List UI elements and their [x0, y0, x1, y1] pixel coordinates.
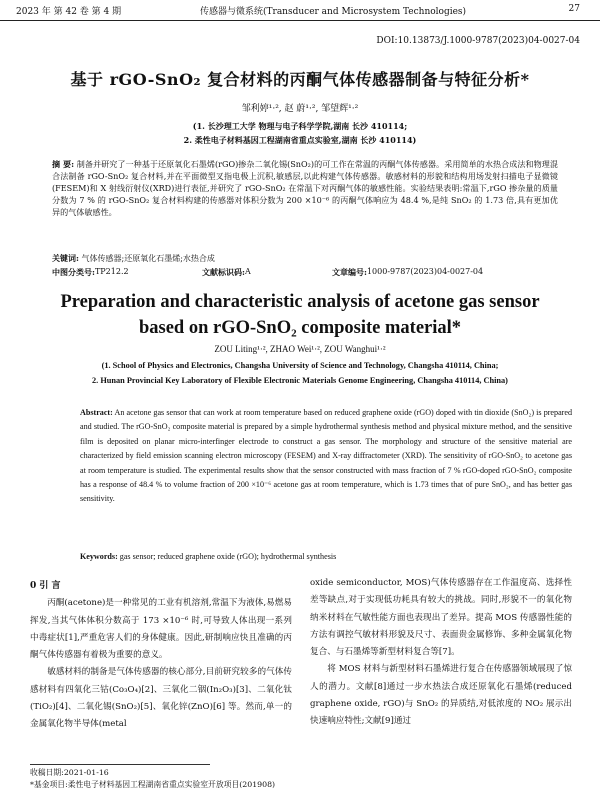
en-keywords-label: Keywords:	[80, 552, 118, 561]
clc-label: 中图分类号:	[52, 267, 95, 277]
footnote-rule	[30, 764, 210, 765]
en-keywords-text: gas sensor; reduced graphene oxide (rGO); hydrothermal synthesis	[119, 552, 337, 561]
en-abstract-text: An acetone gas sensor that can work at room temperature based on reduced graphene oxide (rGO) doped with tin dioxide (SnO₂) is prepared and studied. The rGO-SnO₂ composite material is prepared by a simple hydrothermal synthesis method and physical mixture method, and the sensitive film is deposited on planar micro-interfinger electrode to construct a gas sensor. The morphology and structure of the sensitive material are characterized by field emission scanning electron microscopy (FESEM) and X-ray diffractometer (XRD). The sensitivity of rGO-SnO₂ to acetone gas at room temperature is studied. The experimental results show that the sensor constructed with mass fraction of 7 % rGO-doped rGO-SnO₂ composite has a response of 48.4 % to volume fraction of 200 ×10⁻⁶ acetone gas at room temperature, which is 1.73 times that of pure SnO₂, and has better gas sensitivity.	[80, 408, 573, 504]
body-paragraph: 将 MOS 材料与新型材料石墨烯进行复合在传感器领域展现了惊人的潜力。文献[8]通过一步水热法合成还原氧化石墨烯(reduced graphene oxide, rGO)与 SnO₂ 的异质结,对低浓度的 NO₂ 展示出快速响应特性;文献[9]通过	[310, 664, 572, 727]
body-paragraph: 丙酮(acetone)是一种常见的工业有机溶剂,常温下为液体,易燃易挥发,当其气体体积分数高于 173 ×10⁻⁶ 时,可导致人体出现一系列中毒症状[1],严重危害人们的身体健康。因此,研制响应快且准确的丙酮气体传感器有着极为重要的意义。	[30, 598, 292, 661]
received-date: 收稿日期:2021-01-16	[30, 768, 109, 777]
body-paragraph: oxide semiconductor, MOS)气体传感器存在工作温度高、选择性差等缺点,对于实现低功耗具有较大的挑战。同时,形貌不一的氧化物纳米材料在气敏性能方面也表现出了差异。提高 MOS 传感器性能的方法有调控气敏材料形貌及尺寸、表面贵金属修饰、多种金属氧化物复合、与石墨烯等新型材料复合等[7]。	[310, 578, 572, 658]
en-title-line-1: Preparation and characteristic analysis of acetone gas sensor	[60, 292, 540, 312]
cn-keywords	[52, 253, 558, 264]
en-authors: ZOU Liting¹·², ZHAO Wei¹·², ZOU Wanghui¹·²	[214, 344, 386, 354]
cn-title: 基于 rGO-SnO₂ 复合材料的丙酮气体传感器制备与特征分析*	[70, 70, 530, 89]
fund-note: *基金项目:柔性电子材料基因工程湖南省重点实验室开放项目(201908)	[30, 780, 276, 789]
cn-affiliation-2: 2. 柔性电子材料基因工程湖南省重点实验室,湖南 长沙 410114)	[183, 135, 417, 145]
body-left-column	[30, 578, 292, 734]
en-abstract	[80, 406, 572, 507]
journal-issue: 2023 年 第 42 卷 第 4 期	[16, 7, 122, 17]
cn-authors: 邹利婷¹·², 赵 蔚¹·², 邹望辉¹·²	[241, 104, 359, 114]
cn-keywords-text: 气体传感器;还原氧化石墨烯;水热合成	[81, 254, 215, 263]
article-no-value: 1000-9787(2023)04-0027-04	[366, 267, 484, 276]
cn-affiliation-1: (1. 长沙理工大学 物理与电子科学学院,湖南 长沙 410114;	[192, 121, 408, 131]
en-title-line-2: based on rGO-SnO₂ composite material*	[138, 318, 462, 338]
cn-abstract-label: 摘 要:	[52, 159, 75, 169]
en-keywords	[80, 552, 572, 561]
doc-code-label: 文献标识码:	[202, 267, 245, 277]
journal-name: 传感器与微系统(Transducer and Microsystem Technologies)	[200, 7, 467, 17]
article-no-label: 文章编号:	[332, 267, 367, 277]
en-abstract-label: Abstract:	[80, 408, 113, 417]
doc-code-value: A	[244, 267, 251, 276]
body-right-column	[310, 575, 572, 731]
en-affiliation-1: (1. School of Physics and Electronics, Changsha University of Science and Technology, Changsha 410114, China;	[101, 361, 499, 370]
section-heading: 0 引 言	[30, 581, 61, 591]
doi: DOI:10.13873/J.1000-9787(2023)04-0027-04	[376, 36, 580, 46]
running-header	[0, 0, 600, 21]
cn-keywords-label: 关键词:	[52, 253, 79, 263]
clc-value: TP212.2	[94, 267, 129, 276]
cn-abstract-text: 制备并研究了一种基于还原氧化石墨烯(rGO)掺杂二氧化锡(SnO₂)的可工作在常温的丙酮气体传感器。采用简单的水热合成法和物理混合法制备 rGO-SnO₂ 复合材料,并在平面微型叉指电极上沉积,敏感层,以此构建气体传感器。敏感材料的形貌和结构用场发射扫描电子显微镜(FESEM)和 X 射线衍射仪(XRD)进行表征,并研究了 rGO-SnO₂ 在常温下对丙酮气体的敏感性能。实验结果表明:常温下,rGO 掺杂量的质量分数为 7 % 的 rGO-SnO₂ 复合材料构建的传感器对体积分数为 200 ×10⁻⁶ 的丙酮气体响应为 48.4 %,是纯 SnO₂ 的 1.73 倍,具有更加优异的气体敏感性。	[52, 159, 558, 217]
body-paragraph: 敏感材料的制备是气体传感器的核心部分,目前研究较多的气体传感材料有四氧化三钴(Co₃O₄)[2]、三氧化二铟(In₂O₃)[3]、二氧化钛(TiO₂)[4]、二氧化锡(SnO₂)[5]、氧化锌(ZnO)[6] 等。然而,单一的金属氧化物半导体(metal	[30, 667, 292, 730]
cn-abstract	[52, 158, 558, 218]
page-number: 27	[568, 4, 580, 14]
en-affiliation-2: 2. Hunan Provincial Key Laboratory of Flexible Electronic Materials Genome Engineering, Changsha 410114, China)	[92, 376, 508, 385]
